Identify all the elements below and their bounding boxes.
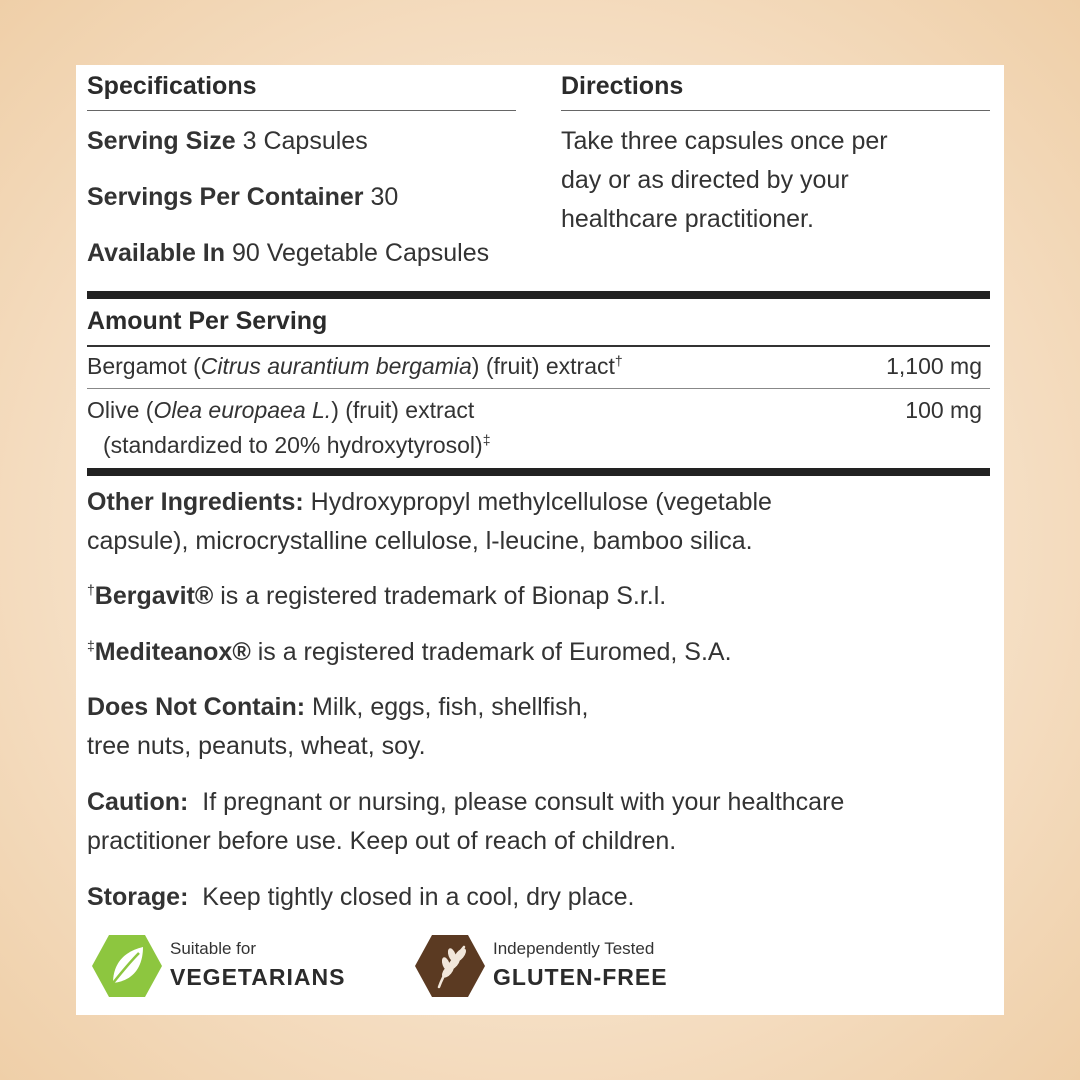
available-in xyxy=(87,239,489,268)
bergamot-name-pre: Bergamot ( xyxy=(87,353,201,379)
double-dagger-mark: ‡ xyxy=(87,637,95,654)
amount-per-serving-heading: Amount Per Serving xyxy=(87,307,328,335)
directions-line-3: healthcare practitioner. xyxy=(561,205,814,233)
vegetarian-badge-subtitle: Suitable for xyxy=(170,939,256,958)
storage-text: Keep tightly closed in a cool, dry place. xyxy=(188,883,635,911)
vegetarian-badge xyxy=(91,933,391,999)
caution xyxy=(87,783,967,861)
storage xyxy=(87,878,967,917)
mediteanox-name: Mediteanox® xyxy=(94,638,251,666)
caution-label: Caution: xyxy=(87,788,189,816)
gluten-free-badge-title: GLUTEN-FREE xyxy=(493,964,668,990)
bergavit-text: is a registered trademark of Bionap S.r.l. xyxy=(213,582,667,610)
directions-heading: Directions xyxy=(561,72,684,100)
other-ingredients xyxy=(87,483,967,561)
mediteanox-text: is a registered trademark of Euromed, S.A. xyxy=(250,638,732,666)
caution-line-2: practitioner before use. Keep out of reach of children. xyxy=(87,827,677,855)
does-not-contain-line-2: tree nuts, peanuts, wheat, soy. xyxy=(87,732,426,760)
dagger-mark: † xyxy=(87,581,95,598)
available-value: 90 Vegetable Capsules xyxy=(231,239,490,267)
amount-bottom-bar xyxy=(87,468,990,476)
directions-line-1: Take three capsules once per xyxy=(561,127,888,155)
servings-per-container xyxy=(87,183,398,212)
specifications-heading: Specifications xyxy=(87,72,257,100)
specifications-divider xyxy=(87,110,516,111)
supplement-facts-panel xyxy=(76,65,1004,1015)
storage-label: Storage: xyxy=(87,883,189,911)
amount-top-bar xyxy=(87,291,990,299)
serving-size-value: 3 Capsules xyxy=(242,127,368,155)
serving-size-label: Serving Size xyxy=(87,127,236,155)
olive-name-post: ) (fruit) extract xyxy=(331,397,475,423)
ingredient-row-bergamot xyxy=(87,353,623,380)
does-not-contain-label: Does Not Contain: xyxy=(87,693,306,721)
mediteanox-trademark xyxy=(87,633,967,672)
directions-line-2: day or as directed by your xyxy=(561,166,849,194)
bergamot-name-post: ) (fruit) extract xyxy=(471,353,615,379)
servings-value: 30 xyxy=(370,183,399,211)
directions-divider xyxy=(561,110,990,111)
wheat-icon xyxy=(414,933,486,999)
other-ingredients-line-2: capsule), microcrystalline cellulose, l-leucine, bamboo silica. xyxy=(87,527,753,555)
vegetarian-badge-title: VEGETARIANS xyxy=(170,964,346,990)
olive-standardization xyxy=(103,432,490,459)
other-ingredients-label: Other Ingredients: xyxy=(87,488,304,516)
does-not-contain xyxy=(87,688,967,766)
bergamot-trademark-mark: † xyxy=(614,352,623,369)
olive-trademark-mark: ‡ xyxy=(482,431,491,448)
bergavit-name: Bergavit® xyxy=(94,582,214,610)
caution-line-1: If pregnant or nursing, please consult with your healthcare xyxy=(188,788,845,816)
olive-amount: 100 mg xyxy=(905,397,982,423)
ingredient-row-divider xyxy=(87,388,990,389)
olive-name-pre: Olive ( xyxy=(87,397,154,423)
gluten-free-badge xyxy=(414,933,714,999)
ingredient-row-olive xyxy=(87,397,474,424)
olive-latin-name: Olea europaea L. xyxy=(153,397,332,423)
available-label: Available In xyxy=(87,239,226,267)
gluten-free-badge-subtitle: Independently Tested xyxy=(493,939,655,958)
amount-heading-divider xyxy=(87,345,990,347)
bergavit-trademark xyxy=(87,577,967,616)
olive-subline: (standardized to 20% hydroxytyrosol) xyxy=(103,432,483,458)
bergamot-latin-name: Citrus aurantium bergamia xyxy=(200,353,472,379)
serving-size xyxy=(87,127,368,156)
servings-label: Servings Per Container xyxy=(87,183,364,211)
leaf-icon xyxy=(91,933,163,999)
other-ingredients-line-1: Hydroxypropyl methylcellulose (vegetable xyxy=(303,488,772,516)
does-not-contain-line-1: Milk, eggs, fish, shellfish, xyxy=(305,693,589,721)
bergamot-amount: 1,100 mg xyxy=(886,353,982,379)
